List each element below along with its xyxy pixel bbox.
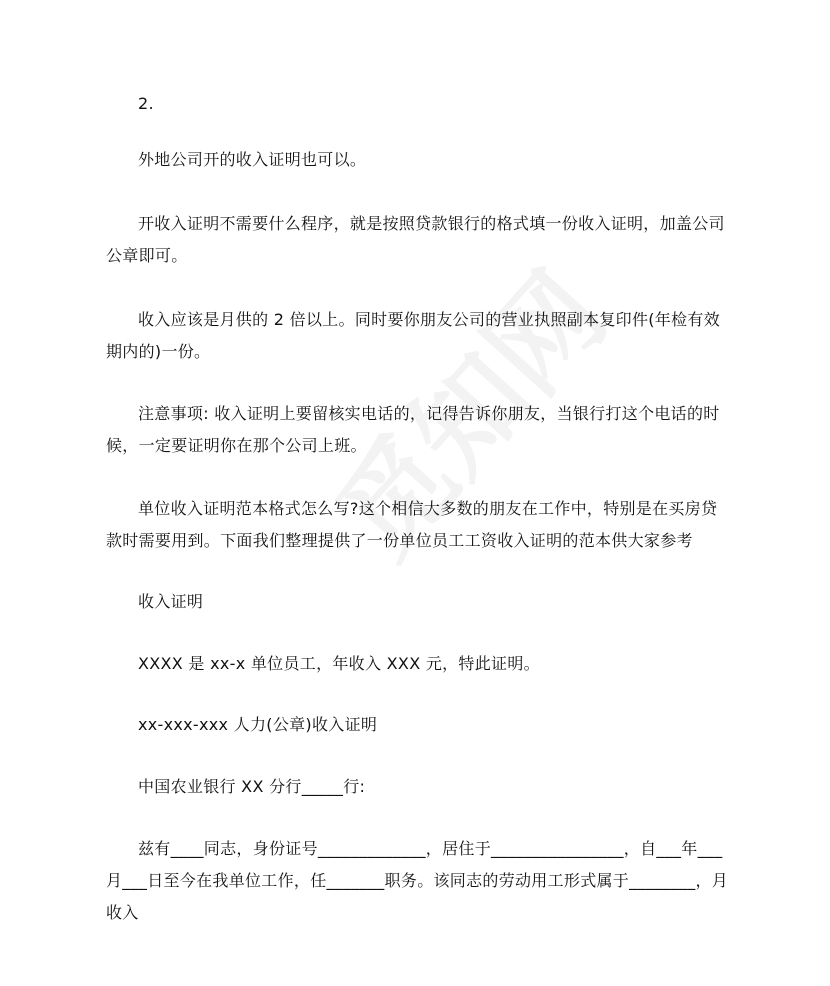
paragraph: XXXX 是 xx-x 单位员工，年收入 XXX 元，特此证明。 (138, 654, 540, 673)
paragraph: 收入应该是月供的 2 倍以上。同时要你朋友公司的营业执照副本复印件(年检有效期内的)一份。 (106, 310, 720, 361)
paragraph: 注意事项: 收入证明上要留核实电话的，记得告诉你朋友，当银行打这个电话的时候，一定要证明你在那个公司上班。 (106, 404, 720, 455)
paragraph: 外地公司开的收入证明也可以。 (138, 150, 367, 169)
paragraph-number: 2. (138, 94, 154, 113)
paragraph: 兹有____同志，身份证号_____________，居住于________________，自___年___月___日至今在我单位工作，任_______职务。该同志的劳动用工形式属于________，月收入 (106, 839, 729, 922)
paragraph: xx-xxx-xxx 人力(公章)收入证明 (138, 715, 378, 734)
doc-heading: 收入证明 (138, 592, 204, 611)
paragraph: 开收入证明不需要什么程序，就是按照贷款银行的格式填一份收入证明，加盖公司公章即可。 (106, 214, 725, 265)
paragraph: 单位收入证明范本格式怎么写?这个相信大多数的朋友在工作中，特别是在买房贷款时需要用到。下面我们整理提供了一份单位员工工资收入证明的范本供大家参考 (106, 499, 718, 550)
paragraph: 中国农业银行 XX 分行_____行: (138, 777, 366, 796)
